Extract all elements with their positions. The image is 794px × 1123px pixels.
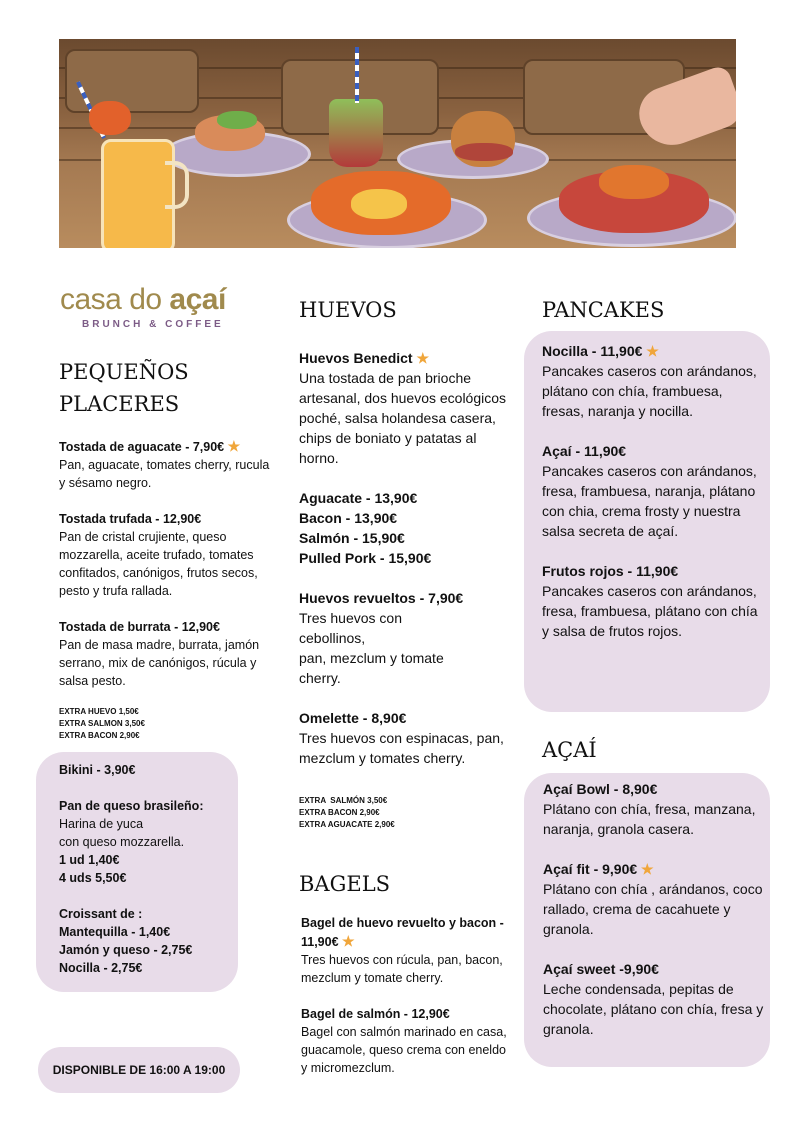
section-title-acai: AÇAÍ — [542, 738, 597, 762]
huevos-extras: EXTRA SALMÓN 3,50€ EXTRA BACON 2,90€ EXTRA AGUACATE 2,90€ — [299, 796, 395, 829]
pequenos-extras: EXTRA HUEVO 1,50€ EXTRA SALMON 3,50€ EXTRA BACON 2,90€ — [59, 707, 145, 740]
menu-item: Tostada trufada - 12,90€ Pan de cristal crujiente, queso mozzarella, aceite trufado, tomates confitados, canónigos, frutos secos, pesto y trufa rallada. — [59, 512, 258, 598]
menu-item: Frutos rojos - 11,90€ Pancakes caseros con arándanos, fresa, frambuesa, plátano con chía y salsa de frutos rojos. — [542, 563, 758, 639]
menu-item: Nocilla - 11,90€ ★ Pancakes caseros con arándanos, plátano con chía, frambuesa, fresas, naranja y nocilla. — [542, 343, 757, 419]
star-icon: ★ — [227, 438, 241, 454]
brand-name: casa do açaí — [60, 283, 226, 316]
menu-item-name: Huevos Benedict ★ — [299, 350, 430, 366]
brand-logo — [60, 283, 265, 330]
menu-item: Tostada de burrata - 12,90€ Pan de masa madre, burrata, jamón serrano, mix de canónigos, rúcula y salsa pesto. — [59, 620, 260, 688]
section-title-pancakes: PANCAKES — [542, 298, 665, 322]
section-title-pequenos: PEQUEÑOS PLACERES — [59, 360, 189, 416]
menu-item: Açaí fit - 9,90€ ★ Plátano con chía , arándanos, coco rallado, crema de cacahuete y granola. — [543, 861, 763, 937]
section-title-huevos: HUEVOS — [299, 298, 397, 322]
menu-item: Tostada de aguacate - 7,90€ ★ Pan, aguacate, tomates cherry, rucula y sésamo negro. — [59, 438, 270, 490]
menu-item: Açaí sweet -9,90€ Leche condensada, pepitas de chocolate, plátano con chía, fresa y granola. — [543, 961, 764, 1037]
menu-item: Açaí - 11,90€ Pancakes caseros con arándanos, fresa, frambuesa, naranja, plátano con chia, crema frosty y nuestra salsa secreta de açaí. — [542, 443, 757, 539]
acai-list — [543, 779, 767, 1057]
bagels-list: Bagel de huevo revuelto y bacon - 11,90€ ★ Tres huevos con rúcula, pan, bacon, mezclum y tomate cherry. Bagel de salmón - 12,90€ Bagel con salmón marinado en casa, guacamole, queso crema con eneldo y micromezclum. — [301, 916, 507, 1075]
huevos-list: Huevos Benedict ★ Una tostada de pan brioche artesanal, dos huevos ecológicos poché, salsa holandesa casera, chips de boniato y patatas al horno. Aguacate - 13,90€ Bacon - 13,90€ Salmón - 15,90€ Pulled Pork - 15,90€ Huevos revueltos - 7,90€ Tres huevos con cebollinos, pan, mezclum y tomate cherry. Omelette - 8,90€ Tres huevos con espinacas, pan, mezclum y tomates cherry. — [299, 348, 517, 768]
section-title-bagels: BAGELS — [299, 872, 391, 896]
hero-food-photo — [59, 39, 736, 248]
star-icon: ★ — [342, 933, 355, 949]
pancakes-list — [542, 341, 766, 659]
snacks-list: Bikini - 3,90€ Pan de queso brasileño: Harina de yuca con queso mozzarella. 1 ud 1,40€ 4 uds 5,50€ Croissant de : Mantequilla - 1,40€ Jamón y queso - 2,75€ Nocilla - 2,75€ — [59, 763, 204, 975]
star-icon: ★ — [641, 861, 654, 877]
pequenos-list — [59, 437, 273, 708]
star-icon: ★ — [646, 343, 659, 359]
brand-tagline: BRUNCH & COFFEE — [82, 319, 224, 330]
availability-badge: DISPONIBLE DE 16:00 A 19:00 — [38, 1047, 240, 1093]
star-icon: ★ — [416, 350, 430, 366]
menu-item: Açaí Bowl - 8,90€ Plátano con chía, fresa, manzana, naranja, granola casera. — [543, 781, 756, 837]
